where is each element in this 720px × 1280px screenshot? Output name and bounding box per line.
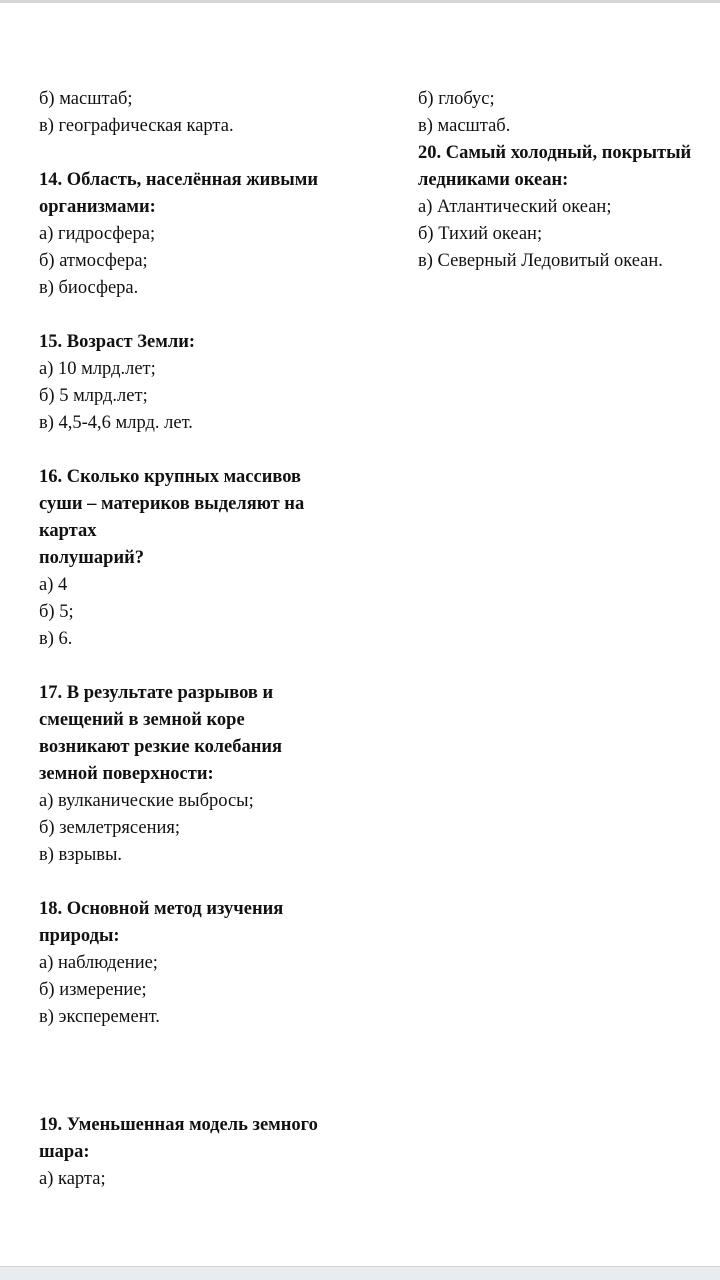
option: б) масштаб; [39,89,133,109]
option: а) вулканические выбросы; [39,791,254,811]
option: а) наблюдение; [39,953,158,973]
question-title-line: возникают резкие колебания [39,737,283,757]
question-title [39,680,379,788]
page-top-border [0,0,720,3]
question-19 [39,1112,379,1193]
question-18 [39,896,379,1031]
question-title-line: организмами: [39,197,156,217]
question-title-line: шара: [39,1142,90,1162]
option: а) гидросфера; [39,224,156,244]
question-title-line: 20. Самый холодный, покрытый [418,143,692,163]
option: в) 6. [39,629,73,649]
option: в) эксперемент. [39,1007,160,1027]
question-title-line: 16. Сколько крупных массивов [39,467,302,487]
option: б) измерение; [39,980,147,1000]
question-title-line: 15. Возраст Земли: [39,332,196,352]
question-title [39,464,379,572]
option: а) Атлантический океан; [418,197,612,217]
option: в) Северный Ледовитый океан. [418,251,663,271]
question-title [39,1112,379,1166]
question-title [39,896,379,950]
option: б) 5; [39,602,74,622]
option: в) биосфера. [39,278,139,298]
option: в) географическая карта. [39,116,234,136]
option: в) 4,5-4,6 млрд. лет. [39,413,193,433]
carry-over-options [418,86,720,140]
option: б) 5 млрд.лет; [39,386,148,406]
question-15 [39,329,379,437]
carry-over-options [39,86,379,140]
page-bottom-bar [0,1266,720,1280]
question-14 [39,167,379,302]
question-title-line: земной поверхности: [39,764,214,784]
option: б) землетрясения; [39,818,181,838]
question-title-line: полушарий? [39,548,145,568]
question-title-line: 14. Область, населённая живыми [39,170,319,190]
question-title-line: 18. Основной метод изучения [39,899,284,919]
left-column [39,86,379,1193]
option: а) 4 [39,575,68,595]
question-title-line: смещений в земной коре [39,710,245,730]
question-title-line: 19. Уменьшенная модель земного [39,1115,318,1135]
option: а) 10 млрд.лет; [39,359,156,379]
option: а) карта; [39,1169,106,1189]
question-title-line: ледниками океан: [418,170,569,190]
option: б) атмосфера; [39,251,148,271]
question-title [39,329,379,356]
question-title-line: природы: [39,926,120,946]
question-17 [39,680,379,869]
option: в) взрывы. [39,845,123,865]
option: б) глобус; [418,89,495,109]
right-column [418,86,720,275]
option: б) Тихий океан; [418,224,543,244]
question-16 [39,464,379,653]
question-20 [418,140,720,275]
question-title [418,140,720,194]
question-title-line: картах [39,521,97,541]
option: в) масштаб. [418,116,511,136]
question-title-line: 17. В результате разрывов и [39,683,274,703]
question-title [39,167,379,221]
question-title-line: суши – материков выделяют на [39,494,305,514]
